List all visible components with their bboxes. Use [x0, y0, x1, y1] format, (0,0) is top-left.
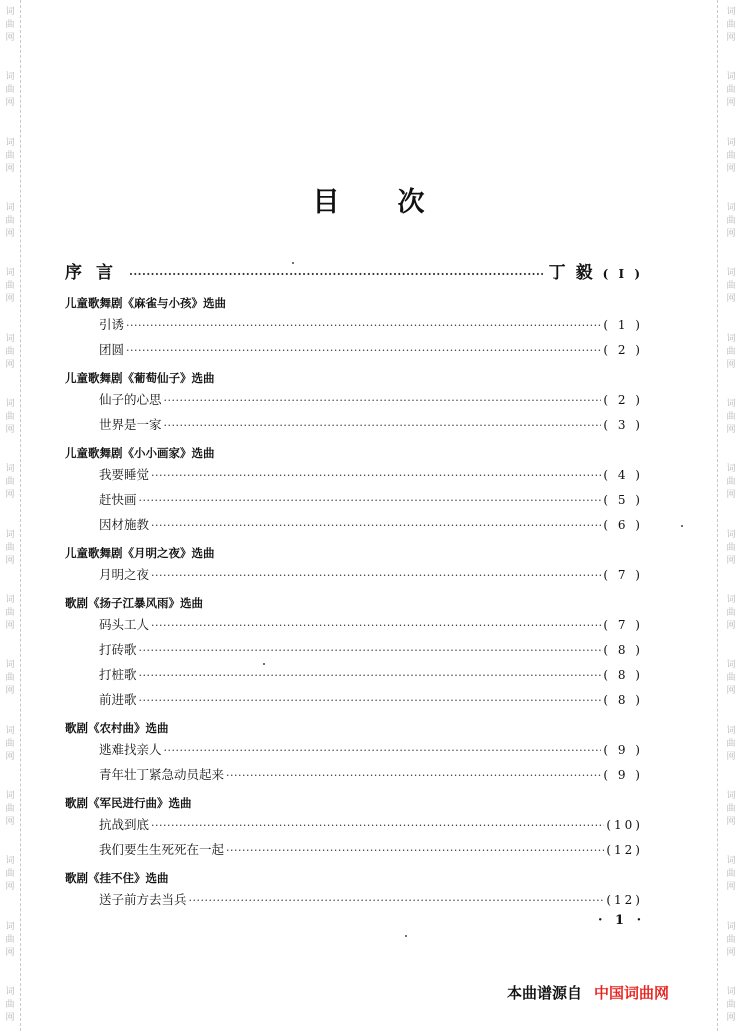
- toc-entry-page: ( 4 ): [603, 468, 643, 482]
- watermark-char: 网: [726, 33, 736, 43]
- toc-entry[interactable]: [65, 665, 643, 690]
- watermark-char: 网: [5, 98, 15, 109]
- dot-leader: [151, 569, 601, 582]
- toc-entry-title: 码头工人: [99, 617, 150, 632]
- dot-leader: [126, 319, 601, 332]
- watermark-char: 词: [726, 725, 736, 736]
- watermark-char: 词: [726, 398, 736, 409]
- dot-leader: [139, 694, 602, 707]
- watermark-char: 网: [5, 490, 15, 501]
- watermark-char: 曲: [5, 673, 15, 684]
- dot-leader: [151, 469, 601, 482]
- toc-entry-page: ( 8 ): [603, 668, 643, 682]
- toc-entry[interactable]: [65, 765, 643, 790]
- watermark-group: [726, 725, 735, 764]
- watermark-char: 网: [5, 751, 15, 762]
- toc-entry-page: ( 1 ): [603, 318, 643, 332]
- toc-entry[interactable]: [65, 415, 643, 440]
- watermark-char: 词: [726, 333, 736, 344]
- watermark-char: 词: [726, 856, 736, 867]
- source-label: 本曲谱源自: [507, 984, 583, 1002]
- watermark-char: 网: [5, 228, 15, 239]
- watermark-char: 曲: [5, 215, 15, 226]
- table-of-contents: [65, 258, 643, 915]
- watermark-char: 曲: [726, 738, 736, 749]
- toc-entry[interactable]: [65, 340, 643, 365]
- watermark-char: 网: [726, 1012, 736, 1023]
- dot-leader: [164, 394, 602, 407]
- watermark-group: [726, 529, 735, 568]
- watermark-char: 词: [726, 7, 736, 17]
- watermark-char: 网: [726, 359, 736, 370]
- watermark-group: [5, 855, 14, 894]
- watermark-char: 词: [726, 72, 736, 83]
- watermark-char: 曲: [5, 150, 15, 161]
- dot-leader: [151, 619, 601, 632]
- watermark-group: [5, 529, 14, 568]
- dot-leader: [126, 344, 601, 357]
- toc-entry-page: ( 2 ): [603, 393, 643, 407]
- watermark-char: 网: [5, 359, 15, 370]
- dot-leader: [226, 844, 604, 857]
- toc-entry-page: ( 7 ): [603, 568, 643, 582]
- dot-leader: [151, 819, 604, 832]
- toc-entry-page: (12): [606, 893, 643, 907]
- watermark-group: [726, 137, 735, 176]
- watermark-group: [726, 986, 735, 1025]
- watermark-char: 曲: [5, 607, 15, 618]
- toc-entry-page: ( 3 ): [603, 418, 643, 432]
- toc-entry-title: 引诱: [99, 317, 125, 332]
- preface-page: ( I ): [602, 267, 643, 281]
- right-watermark-strip: [723, 0, 739, 1031]
- toc-section-heading: 儿童歌舞剧《月明之夜》选曲: [65, 545, 215, 560]
- title-char-left: 目: [312, 187, 342, 218]
- toc-entry[interactable]: [65, 465, 643, 490]
- watermark-char: 曲: [726, 150, 736, 161]
- watermark-char: 曲: [5, 346, 15, 357]
- watermark-char: 网: [5, 1012, 15, 1023]
- watermark-group: [726, 71, 735, 110]
- toc-section-heading: 歌剧《军民进行曲》选曲: [65, 795, 192, 810]
- watermark-char: 网: [726, 947, 736, 958]
- watermark-char: 网: [726, 98, 736, 109]
- watermark-char: 曲: [726, 346, 736, 357]
- toc-section-heading: 歌剧《扬子江暴风雨》选曲: [65, 595, 203, 610]
- toc-entry[interactable]: [65, 640, 643, 665]
- watermark-char: 曲: [5, 869, 15, 880]
- watermark-char: 曲: [5, 411, 15, 422]
- toc-entry[interactable]: [65, 315, 643, 340]
- watermark-char: 词: [5, 725, 15, 736]
- toc-entry-title: 青年壮丁紧急动员起来: [99, 767, 225, 782]
- watermark-group: [5, 398, 14, 437]
- dot-leader: [226, 769, 601, 782]
- watermark-group: [726, 267, 735, 306]
- watermark-char: 词: [5, 790, 15, 801]
- toc-entry-page: ( 6 ): [603, 518, 643, 532]
- watermark-group: [726, 790, 735, 829]
- dot-leader: [151, 519, 601, 532]
- watermark-char: 词: [726, 660, 736, 671]
- watermark-char: 网: [5, 424, 15, 435]
- watermark-char: 曲: [5, 738, 15, 749]
- watermark-char: 词: [5, 398, 15, 409]
- watermark-char: 词: [5, 268, 15, 279]
- toc-entry-title: 打砖歌: [99, 642, 137, 657]
- watermark-char: 曲: [726, 542, 736, 553]
- left-margin-dashed-line: [20, 0, 21, 1031]
- watermark-char: 网: [726, 490, 736, 501]
- toc-section-heading: 儿童歌舞剧《麻雀与小孩》选曲: [65, 295, 226, 310]
- toc-entry-page: ( 8 ): [603, 693, 643, 707]
- toc-entry-title: 月明之夜: [99, 567, 150, 582]
- watermark-char: 曲: [5, 281, 15, 292]
- watermark-group: [5, 725, 14, 764]
- watermark-char: 网: [726, 294, 736, 305]
- watermark-group: [5, 790, 14, 829]
- toc-entry[interactable]: [65, 615, 643, 640]
- watermark-char: 词: [726, 202, 736, 213]
- watermark-char: 词: [5, 333, 15, 344]
- watermark-char: 词: [5, 72, 15, 83]
- source-credit: [507, 982, 669, 1003]
- watermark-char: 曲: [5, 999, 15, 1010]
- watermark-char: 曲: [726, 934, 736, 945]
- watermark-char: 曲: [726, 20, 736, 30]
- dot-leader: [164, 419, 602, 432]
- watermark-char: 曲: [726, 869, 736, 880]
- watermark-char: 网: [726, 816, 736, 827]
- toc-entry-title: 打桩歌: [99, 667, 137, 682]
- watermark-group: [726, 6, 735, 45]
- toc-entry-page: (10): [606, 818, 643, 832]
- dot-leader: [139, 494, 602, 507]
- watermark-char: 网: [726, 751, 736, 762]
- watermark-char: 网: [726, 228, 736, 239]
- watermark-char: 词: [5, 7, 15, 17]
- toc-section-heading: 儿童歌舞剧《小小画家》选曲: [65, 445, 215, 460]
- toc-entry-title: 赶快画: [99, 492, 137, 507]
- toc-preface-entry[interactable]: [65, 258, 643, 290]
- toc-entry[interactable]: [65, 490, 643, 515]
- watermark-char: 词: [5, 202, 15, 213]
- scan-speck: [405, 935, 407, 937]
- page-title: [0, 180, 739, 219]
- preface-author: 丁毅: [548, 263, 603, 283]
- right-margin-dashed-line: [717, 0, 718, 1031]
- watermark-char: 词: [5, 856, 15, 867]
- toc-entry-title: 团圆: [99, 342, 125, 357]
- watermark-char: 曲: [5, 20, 15, 30]
- toc-entry[interactable]: [65, 690, 643, 715]
- watermark-group: [5, 137, 14, 176]
- source-brand[interactable]: 中国词曲网: [594, 984, 670, 1002]
- watermark-char: 曲: [726, 803, 736, 814]
- watermark-char: 网: [5, 33, 15, 43]
- watermark-char: 词: [5, 660, 15, 671]
- watermark-group: [726, 398, 735, 437]
- watermark-char: 词: [5, 529, 15, 540]
- watermark-char: 词: [5, 594, 15, 605]
- left-watermark-strip: [2, 0, 18, 1031]
- toc-entry-title: 送子前方去当兵: [99, 892, 187, 907]
- toc-entry-title: 前进歌: [99, 692, 137, 707]
- toc-entry[interactable]: [65, 890, 643, 915]
- watermark-char: 网: [5, 163, 15, 174]
- preface-label: 序言: [65, 263, 127, 283]
- toc-entry-page: ( 2 ): [603, 343, 643, 357]
- watermark-group: [5, 463, 14, 502]
- watermark-char: 网: [726, 555, 736, 566]
- watermark-group: [726, 463, 735, 502]
- watermark-char: 曲: [726, 999, 736, 1010]
- watermark-char: 词: [726, 529, 736, 540]
- scan-speck: [681, 525, 683, 527]
- watermark-char: 曲: [726, 477, 736, 488]
- watermark-group: [726, 855, 735, 894]
- watermark-group: [5, 333, 14, 372]
- scan-speck: [292, 262, 294, 264]
- toc-entry-page: ( 7 ): [603, 618, 643, 632]
- page-number: · 1 ·: [598, 913, 646, 928]
- toc-entry[interactable]: [65, 815, 643, 840]
- toc-section-heading: 歌剧《挂不住》选曲: [65, 870, 169, 885]
- toc-entry-title: 世界是一家: [99, 417, 162, 432]
- watermark-char: 曲: [726, 607, 736, 618]
- watermark-char: 词: [726, 137, 736, 148]
- watermark-char: 网: [726, 163, 736, 174]
- watermark-char: 曲: [5, 934, 15, 945]
- toc-entry-page: ( 5 ): [603, 493, 643, 507]
- watermark-group: [726, 921, 735, 960]
- watermark-char: 词: [726, 986, 736, 997]
- scan-speck: [263, 663, 265, 665]
- toc-entry[interactable]: [65, 840, 643, 865]
- watermark-char: 网: [5, 555, 15, 566]
- toc-entry-title: 逃难找亲人: [99, 742, 162, 757]
- watermark-group: [726, 333, 735, 372]
- watermark-char: 词: [5, 464, 15, 475]
- watermark-char: 词: [726, 268, 736, 279]
- watermark-char: 网: [726, 686, 736, 697]
- toc-entry[interactable]: [65, 740, 643, 765]
- watermark-char: 词: [5, 137, 15, 148]
- watermark-group: [5, 6, 14, 45]
- watermark-char: 网: [5, 294, 15, 305]
- toc-entry-page: (12): [606, 843, 643, 857]
- watermark-char: 词: [5, 986, 15, 997]
- watermark-group: [726, 594, 735, 633]
- watermark-char: 词: [726, 921, 736, 932]
- watermark-char: 词: [726, 464, 736, 475]
- watermark-group: [726, 659, 735, 698]
- watermark-char: 网: [726, 424, 736, 435]
- dot-leader: [189, 894, 605, 907]
- watermark-char: 网: [5, 882, 15, 893]
- watermark-char: 曲: [726, 215, 736, 226]
- watermark-char: 曲: [726, 411, 736, 422]
- watermark-char: 词: [5, 921, 15, 932]
- watermark-group: [5, 267, 14, 306]
- watermark-char: 网: [726, 620, 736, 631]
- watermark-char: 曲: [5, 542, 15, 553]
- toc-entry-title: 因材施教: [99, 517, 150, 532]
- watermark-group: [5, 594, 14, 633]
- dot-leader: [164, 744, 602, 757]
- watermark-group: [5, 659, 14, 698]
- watermark-group: [5, 71, 14, 110]
- dot-leader: [139, 644, 602, 657]
- toc-entry[interactable]: [65, 390, 643, 415]
- watermark-char: 曲: [5, 477, 15, 488]
- watermark-char: 网: [5, 686, 15, 697]
- toc-section-heading: 歌剧《农村曲》选曲: [65, 720, 169, 735]
- watermark-char: 网: [5, 816, 15, 827]
- watermark-group: [5, 921, 14, 960]
- toc-entry-page: ( 8 ): [603, 643, 643, 657]
- toc-entry-title: 仙子的心思: [99, 392, 162, 407]
- watermark-char: 曲: [726, 281, 736, 292]
- watermark-char: 网: [5, 947, 15, 958]
- toc-entry-title: 我们要生生死死在一起: [99, 842, 225, 857]
- watermark-char: 网: [5, 620, 15, 631]
- toc-entry[interactable]: [65, 565, 643, 590]
- watermark-char: 曲: [5, 803, 15, 814]
- watermark-char: 词: [726, 594, 736, 605]
- watermark-char: 曲: [5, 85, 15, 96]
- watermark-char: 曲: [726, 673, 736, 684]
- watermark-char: 网: [726, 882, 736, 893]
- toc-entry-title: 抗战到底: [99, 817, 150, 832]
- toc-entry-page: ( 9 ): [603, 743, 643, 757]
- watermark-char: 词: [726, 790, 736, 801]
- toc-entry[interactable]: [65, 515, 643, 540]
- toc-section-heading: 儿童歌舞剧《葡萄仙子》选曲: [65, 370, 215, 385]
- dot-leader: [129, 268, 543, 281]
- title-char-right: 次: [397, 187, 427, 218]
- toc-entry-page: ( 9 ): [603, 768, 643, 782]
- watermark-group: [5, 986, 14, 1025]
- toc-entry-title: 我要睡觉: [99, 467, 150, 482]
- watermark-char: 曲: [726, 85, 736, 96]
- dot-leader: [139, 669, 602, 682]
